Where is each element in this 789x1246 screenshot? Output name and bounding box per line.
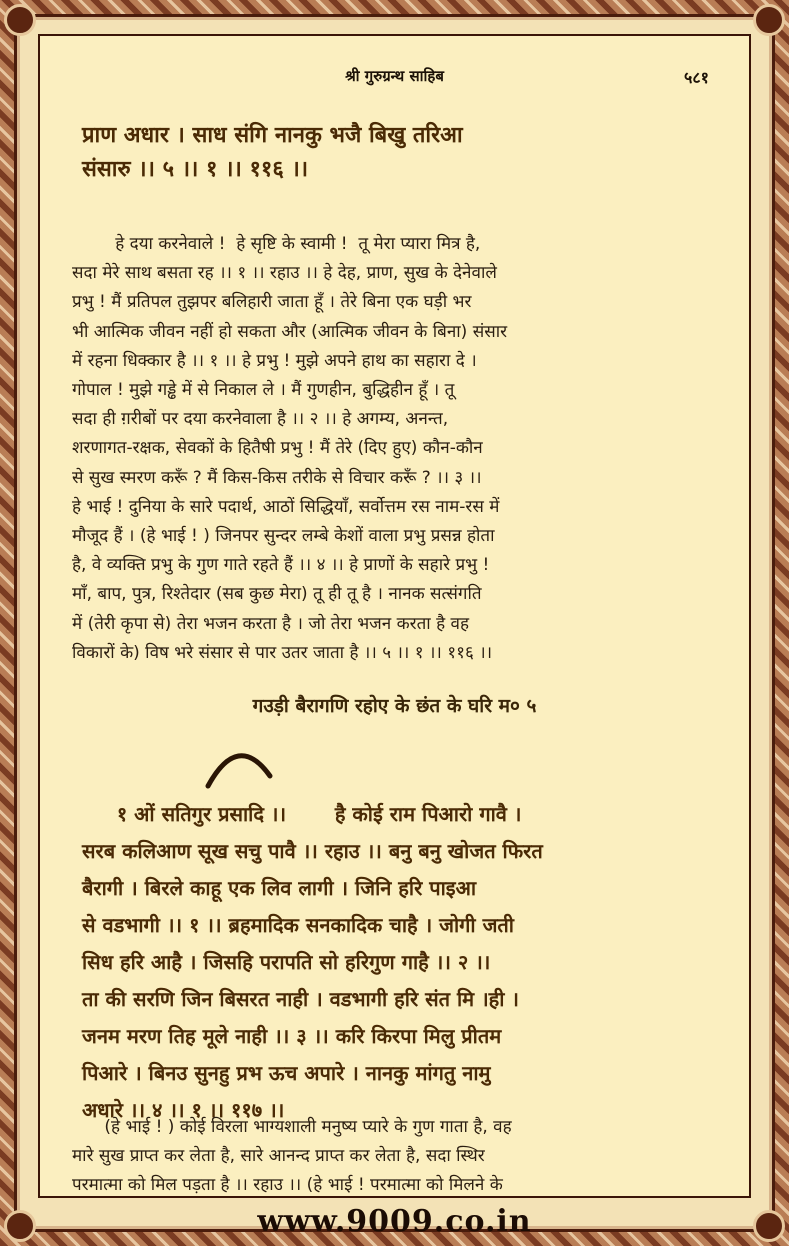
verse-block-2	[82, 796, 722, 1129]
translation-line: प्रभु ! मैं प्रतिपल तुझपर बलिहारी जाता हूँ । तेरे बिना एक घड़ी भर	[72, 292, 472, 313]
translation-line: सदा मेरे साथ बसता रह ।। १ ।। रहाउ ।। हे देह, प्राण, सुख के देनेवाले	[72, 263, 497, 284]
verse-line: १ ओं सतिगुर प्रसादि ।। है कोई राम पिआरो गावै ।	[82, 802, 522, 826]
translation-line: हे भाई ! दुनिया के सारे पदार्थ, आठों सिद्धियाँ, सर्वोत्तम रस नाम-रस में	[72, 496, 500, 517]
corner-ornament-icon	[4, 4, 36, 36]
translation-line: से सुख स्मरण करूँ ? मैं किस-किस तरीके से विचार करूँ ? ।। ३ ।।	[72, 467, 482, 488]
verse-line: संसारु ।। ५ ।। १ ।। ११६ ।।	[82, 157, 309, 182]
website-watermark: www.9009.co.in	[257, 1204, 532, 1239]
verse-line: बैरागी । बिरले काहू एक लिव लागी । जिनि हरि पाइआ	[82, 876, 477, 900]
verse-block-1	[82, 119, 722, 187]
translation-line: परमात्मा को मिल पड़ता है ।। रहाउ ।। (हे भाई ! परमात्मा को मिलने के	[72, 1175, 503, 1196]
verse-line: प्राण अधार । साध संगि नानकु भजै बिखु तरिआ	[82, 123, 463, 148]
verse-line: जनम मरण तिह मूले नाही ।। ३ ।। करि किरपा मिलु प्रीतम	[82, 1024, 502, 1048]
verse-line: सिध हरि आहै । जिसहि परापति सो हरिगुण गाहै ।। २ ।।	[82, 950, 491, 974]
translation-line: मारे सुख प्राप्त कर लेता है, सारे आनन्द प्राप्त कर लेता है, सदा स्थिर	[72, 1146, 485, 1167]
translation-line: में (तेरी कृपा से) तेरा भजन करता है । जो तेरा भजन करता है वह	[72, 613, 470, 634]
translation-line: भी आत्मिक जीवन नहीं हो सकता और (आत्मिक जीवन के बिना) संसार	[72, 321, 508, 342]
corner-ornament-icon	[753, 4, 785, 36]
page-title: श्री गुरुग्रन्थ साहिब	[345, 67, 444, 85]
translation-line: गोपाल ! मुझे गड्ढे में से निकाल ले । मैं गुणहीन, बुद्धिहीन हूँ । तू	[72, 380, 455, 401]
translation-line: सदा ही ग़रीबों पर दया करनेवाला है ।। २ ।। हे अगम्य, अनन्त,	[72, 409, 449, 430]
scripture-page	[38, 34, 751, 1198]
translation-line: शरणागत-रक्षक, सेवकों के हितैषी प्रभु ! मैं तेरे (दिए हुए) कौन-कौन	[72, 438, 483, 459]
verse-line: ता की सरणि जिन बिसरत नाही । वडभागी हरि संत मि ।ही ।	[82, 987, 519, 1011]
translation-line: मौजूद हैं । (हे भाई ! ) जिनपर सुन्दर लम्बे केशों वाला प्रभु प्रसन्न होता	[72, 526, 495, 547]
section-heading: गउड़ी बैरागणि रहोए के छंत के घरि म० ५	[252, 695, 537, 717]
verse-line: अधारे ।। ४ ।। १ ।। ११७ ।।	[82, 1098, 285, 1122]
translation-line: विकारों के) विष भरे संसार से पार उतर जाता है ।। ५ ।। १ ।। ११६ ।।	[72, 642, 493, 663]
translation-block-2	[72, 1113, 732, 1201]
page-number: ५८१	[684, 68, 709, 87]
translation-line: हे दया करनेवाले ! हे सृष्टि के स्वामी ! तू मेरा प्यारा मित्र है,	[72, 234, 481, 254]
verse-line: सरब कलिआण सूख सचु पावै ।। रहाउ ।। बनु बनु खोजत फिरत	[82, 839, 543, 863]
translation-line: माँ, बाप, पुत्र, रिश्तेदार (सब कुछ मेरा) तू ही तू है । नानक सत्संगति	[72, 584, 482, 605]
verse-line: पिआरे । बिनउ सुनहु प्रभ ऊच अपारे । नानकु मांगतु नामु	[82, 1061, 491, 1085]
page-header	[40, 66, 749, 94]
ek-onkar-arc-icon	[198, 736, 278, 796]
translation-line: है, वे व्यक्ति प्रभु के गुण गाते रहते हैं ।। ४ ।। हे प्राणों के सहारे प्रभु !	[72, 555, 490, 576]
translation-line: में रहना धिक्कार है ।। १ ।। हे प्रभु ! मुझे अपने हाथ का सहारा दे ।	[72, 350, 477, 371]
translation-line: (हे भाई ! ) कोई विरला भाग्यशाली मनुष्य प्यारे के गुण गाता है, वह	[72, 1117, 512, 1137]
verse-line: से वडभागी ।। १ ।। ब्रहमादिक सनकादिक चाहै । जोगी जती	[82, 913, 514, 937]
translation-block-1	[72, 230, 732, 668]
